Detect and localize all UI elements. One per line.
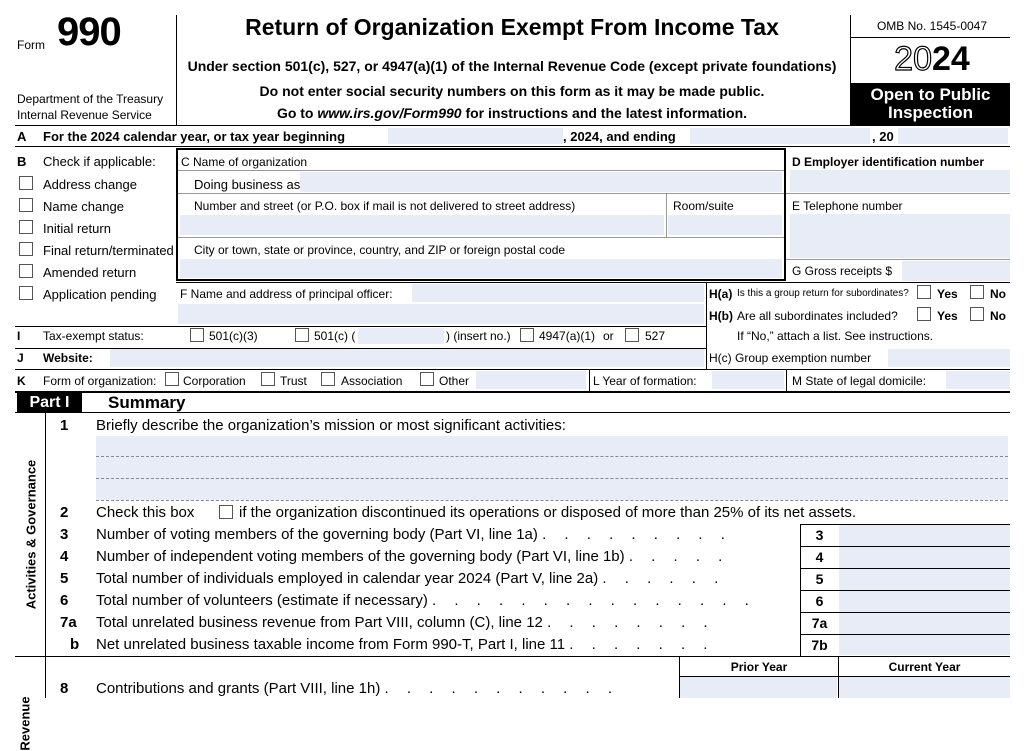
subordinates-question: Are all subordinates included? [737, 309, 898, 323]
line-8-prior-year-field[interactable] [680, 677, 837, 698]
part-i-title: Summary [108, 393, 186, 412]
501c-number-field[interactable] [358, 328, 444, 344]
form-title: Return of Organization Exempt From Income Tax [245, 14, 779, 40]
501c-checkbox[interactable] [295, 328, 309, 342]
final-return-checkbox[interactable] [19, 242, 33, 256]
state-domicile-field[interactable] [946, 371, 1010, 389]
org-name-label: C Name of organization [181, 155, 308, 169]
principal-officer-field[interactable] [412, 284, 704, 302]
telephone-label: E Telephone number [792, 199, 903, 213]
501c3-checkbox[interactable] [190, 328, 204, 342]
line-6-box-label: 6 [800, 590, 838, 612]
dba-label: Doing business as [194, 177, 301, 192]
line-3-label: Number of voting members of the governing body (Part VI, line 1a) . . . . . . . . . [96, 526, 732, 543]
irs-url[interactable]: www.irs.gov/Form990 [317, 105, 462, 121]
line-7b-field[interactable] [839, 635, 1010, 655]
line-7b-box-label: 7b [800, 634, 838, 656]
website-label: Website: [43, 351, 93, 365]
principal-officer-address-field[interactable] [178, 304, 704, 324]
street-label: Number and street (or P.O. box if mail is not delivered to street address) [194, 199, 576, 213]
527-checkbox[interactable] [625, 328, 639, 342]
amended-return-checkbox[interactable] [19, 264, 33, 278]
line-4-label: Number of independent voting members of the governing body (Part VI, line 1b) . . . . . [96, 548, 730, 565]
line-7a-field[interactable] [839, 613, 1010, 634]
corporation-checkbox[interactable] [165, 372, 179, 386]
line-5-box-label: 5 [800, 568, 838, 590]
current-year-header: Current Year [888, 660, 961, 674]
city-field[interactable] [180, 259, 782, 278]
address-change-checkbox[interactable] [19, 176, 33, 190]
name-change-checkbox[interactable] [19, 198, 33, 212]
year-formation-label: L Year of formation: [593, 374, 697, 388]
other-checkbox[interactable] [420, 372, 434, 386]
line-4-box-label: 4 [800, 546, 838, 568]
line-3-box-label: 3 [800, 524, 838, 546]
principal-officer-label: F Name and address of principal officer: [180, 287, 393, 301]
group-return-question: Is this a group return for subordinates? [737, 288, 909, 299]
line-7b-label: Net unrelated business taxable income from Form 990-T, Part I, line 11 . . . . . . . [96, 636, 715, 653]
h-b-note: If “No,” attach a list. See instructions. [737, 329, 934, 343]
revenue-sidebar: Revenue [17, 696, 33, 751]
discontinued-checkbox[interactable] [219, 505, 233, 519]
group-exemption-field[interactable] [888, 349, 1010, 367]
dept-line2: Internal Revenue Service [17, 108, 152, 122]
line-7a-box-label: 7a [800, 612, 838, 634]
dba-field[interactable] [300, 172, 782, 192]
ssn-warning: Do not enter social security numbers on this form as it may be made public. [259, 83, 765, 99]
tax-year-end-field[interactable] [690, 128, 870, 144]
tax-year-end-year-field[interactable] [898, 128, 1008, 144]
form-subtitle: Under section 501(c), 527, or 4947(a)(1) of the Internal Revenue Code (except private foundations) [187, 58, 837, 74]
ein-field[interactable] [790, 170, 1010, 192]
line-6-label: Total number of volunteers (estimate if necessary) . . . . . . . . . . . . . . . [96, 592, 756, 609]
group-return-yes-checkbox[interactable] [917, 285, 931, 299]
gross-receipts-label: G Gross receipts $ [792, 264, 893, 278]
part-i-tag: Part I [17, 393, 82, 412]
line-2-label: Check this box [96, 504, 195, 521]
line-8-label: Contributions and grants (Part VIII, line 1h) . . . . . . . . . . . [96, 680, 620, 697]
trust-checkbox[interactable] [261, 372, 275, 386]
line-1-label: Briefly describe the organization’s mission or most significant activities: [96, 417, 566, 434]
dept-line1: Department of the Treasury [17, 92, 164, 106]
initial-return-checkbox[interactable] [19, 220, 33, 234]
other-org-form-field[interactable] [476, 371, 586, 389]
room-suite-field[interactable] [668, 215, 782, 235]
application-pending-checkbox[interactable] [19, 286, 33, 300]
room-suite-label: Room/suite [673, 199, 734, 213]
subordinates-no-checkbox[interactable] [970, 307, 984, 321]
state-domicile-label: M State of legal domicile: [792, 374, 927, 388]
line-5-label: Total number of individuals employed in calendar year 2024 (Part V, line 2a) . . . . . . [96, 570, 726, 587]
line-7a-label: Total unrelated business revenue from Part VIII, column (C), line 12 . . . . . . . . [96, 614, 715, 631]
telephone-field[interactable] [790, 214, 1010, 258]
line-3-field[interactable] [839, 525, 1010, 546]
activities-governance-sidebar: Activities & Governance [23, 459, 39, 609]
check-if-applicable-label: Check if applicable: [43, 154, 156, 169]
line-6-field[interactable] [839, 591, 1010, 612]
ein-label: D Employer identification number [792, 155, 985, 169]
association-checkbox[interactable] [321, 372, 335, 386]
subordinates-yes-checkbox[interactable] [917, 307, 931, 321]
form-label: Form [17, 38, 45, 52]
prior-year-header: Prior Year [730, 660, 788, 674]
goto-instructions: Go to www.irs.gov/Form990 for instructions and the latest information. [276, 105, 748, 121]
city-label: City or town, state or province, country, and ZIP or foreign postal code [194, 243, 566, 257]
open-to-public-inspection: Open to Public Inspection [851, 83, 1010, 125]
tax-year: 2024 [894, 40, 970, 78]
omb-number: OMB No. 1545-0047 [876, 19, 988, 33]
year-formation-field[interactable] [712, 371, 784, 389]
line-a-label: For the 2024 calendar year, or tax year beginning [43, 129, 346, 144]
tax-year-begin-field[interactable] [388, 128, 563, 144]
group-return-no-checkbox[interactable] [970, 285, 984, 299]
4947a1-checkbox[interactable] [520, 328, 534, 342]
mission-field[interactable] [96, 436, 1008, 500]
gross-receipts-field[interactable] [902, 261, 1010, 281]
street-field[interactable] [180, 215, 664, 235]
line-5-field[interactable] [839, 569, 1010, 590]
form-number: 990 [57, 10, 121, 54]
group-exemption-label: H(c) Group exemption number [709, 351, 872, 365]
line-4-field[interactable] [839, 547, 1010, 568]
website-field[interactable] [110, 349, 704, 367]
line-8-current-year-field[interactable] [839, 677, 1010, 698]
